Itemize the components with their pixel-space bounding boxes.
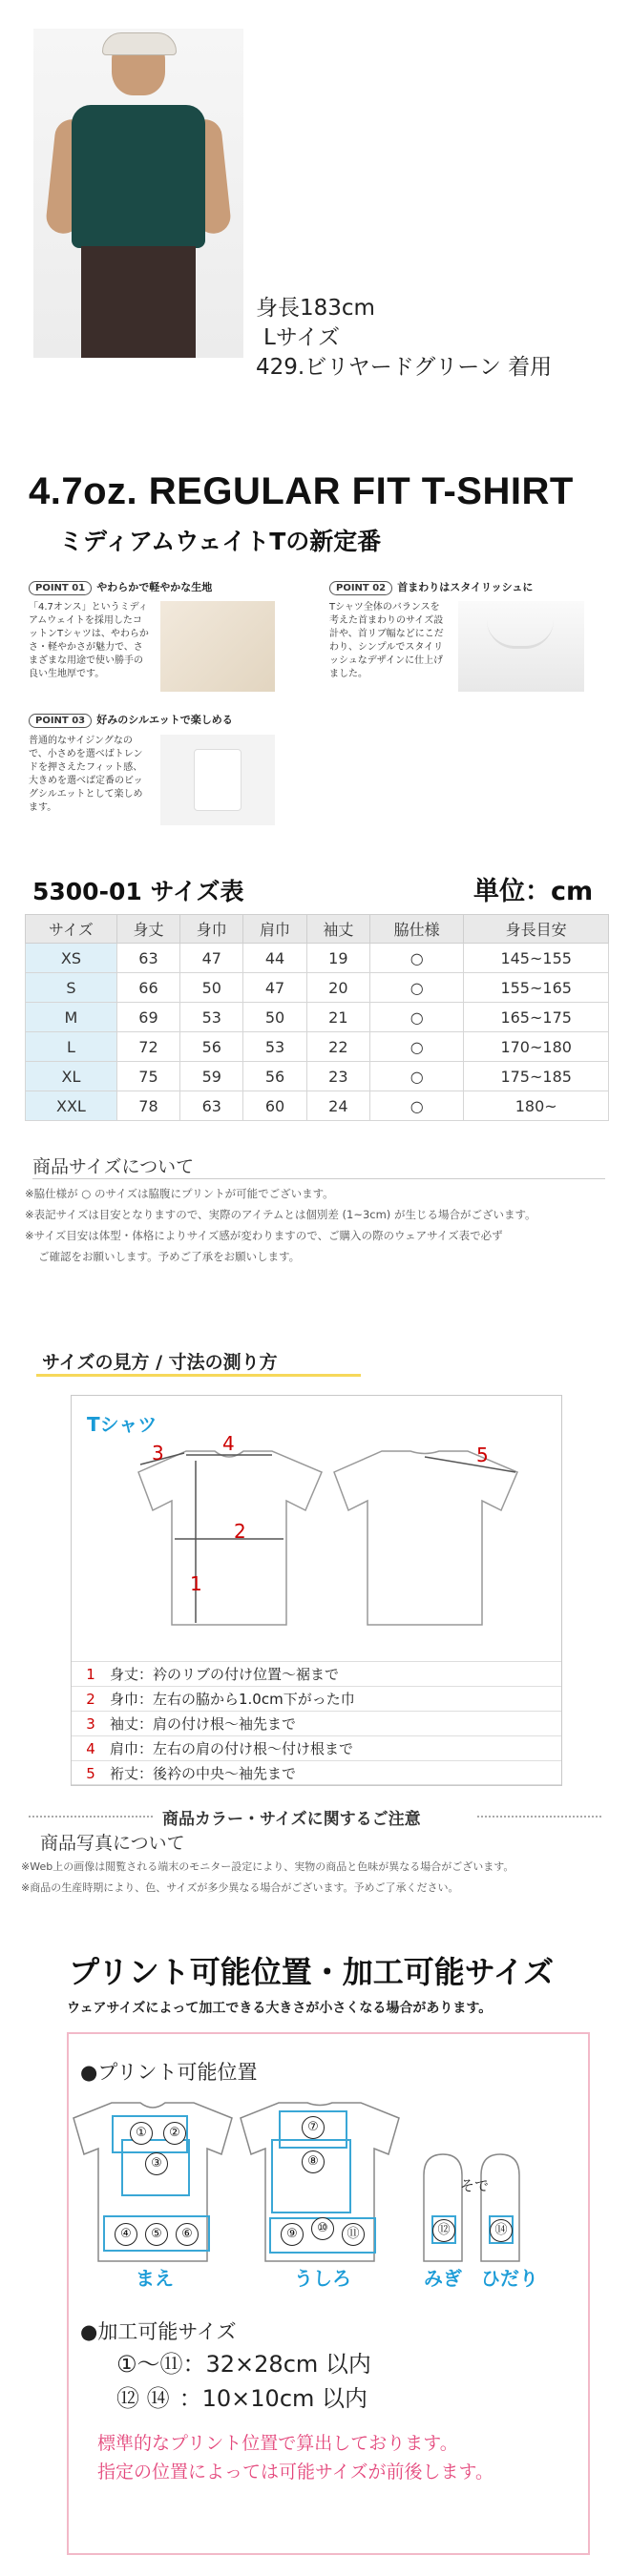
cell: L	[26, 1032, 117, 1062]
collar-image	[458, 601, 584, 692]
print-num: ⑩	[311, 2217, 334, 2240]
cell: 50	[243, 1003, 306, 1032]
mark-1: 1	[190, 1572, 202, 1595]
cell: 56	[243, 1062, 306, 1091]
product-title: 4.7oz. REGULAR FIT T-SHIRT	[29, 470, 574, 512]
silhouette-image	[160, 735, 275, 825]
point-badge: POINT 02	[329, 581, 392, 595]
print-num: ⑧	[302, 2150, 325, 2173]
right-sleeve-label: みぎ	[424, 2267, 462, 2290]
cell: ○	[369, 973, 463, 1003]
cell: XS	[26, 944, 117, 973]
print-size-row	[116, 2381, 371, 2416]
print-num: ④	[115, 2223, 137, 2246]
cell: ○	[369, 1003, 463, 1032]
cell: S	[26, 973, 117, 1003]
cell: 56	[180, 1032, 243, 1062]
table-row	[26, 1032, 609, 1062]
cell: 20	[306, 973, 369, 1003]
legend-text: 身巾：左右の脇から1.0cm下がった巾	[110, 1691, 355, 1708]
print-size-list	[116, 2347, 371, 2416]
cell: 180~	[464, 1091, 609, 1121]
point-text: Tシャツ全体のバランスを考えた首まわりのサイズ設計や、首リブ幅などにこだわり、シンプルでスタイリッシュなデザインに仕上げました。	[329, 602, 444, 679]
size-value: ：32×28cm 以内	[182, 2351, 371, 2378]
col-header: 身巾	[180, 915, 243, 944]
back-label: うしろ	[294, 2267, 351, 2290]
print-notes	[97, 2429, 494, 2486]
cell: 47	[243, 973, 306, 1003]
cell: 44	[243, 944, 306, 973]
cell: 23	[306, 1062, 369, 1091]
print-num: ⑭	[490, 2219, 513, 2242]
table-row	[26, 944, 609, 973]
cell: 63	[116, 944, 179, 973]
shirt-diagram-svg	[72, 1396, 563, 1653]
mark-4: 4	[222, 1432, 235, 1455]
size-value: ：10×10cm 以内	[178, 2385, 368, 2412]
print-title: プリント可能位置・加工可能サイズ	[69, 1954, 555, 1990]
model-photo	[33, 29, 243, 358]
title-underline	[36, 1374, 361, 1377]
point-badge: POINT 01	[29, 581, 92, 595]
legend-row	[72, 1760, 561, 1785]
cell: 170~180	[464, 1032, 609, 1062]
legend-num: 3	[86, 1715, 95, 1733]
print-num: ⑪	[342, 2223, 365, 2246]
col-header: 肩巾	[243, 915, 306, 944]
col-header: 身長目安	[464, 915, 609, 944]
print-num: ②	[163, 2122, 186, 2145]
divider	[32, 1178, 605, 1179]
divider	[477, 1816, 601, 1818]
cell: XXL	[26, 1091, 117, 1121]
print-num: ⑫	[432, 2219, 455, 2242]
print-num: ⑤	[145, 2223, 168, 2246]
model-size: Lサイズ	[263, 325, 340, 350]
caution-title: 商品カラー・サイズに関するご注意	[162, 1810, 421, 1829]
caution-heading: 商品写真について	[40, 1833, 185, 1854]
mark-3: 3	[152, 1442, 164, 1465]
point-01	[29, 576, 315, 595]
legend-text: 肩巾：左右の肩の付け根～付け根まで	[110, 1740, 354, 1757]
cell: 21	[306, 1003, 369, 1032]
cell: 59	[180, 1062, 243, 1091]
point-text: 普通的なサイジングなので、小さめを選べばトレンドを押さえたフィット感、大きめを選べば定番のビッグシルエットとして楽しめます。	[29, 736, 143, 813]
legend-row	[72, 1711, 561, 1735]
size-range: ⑫ ⑭	[116, 2385, 170, 2412]
legend-num: 1	[86, 1666, 95, 1683]
model-info	[256, 294, 552, 383]
table-header-row	[26, 915, 609, 944]
mark-5: 5	[476, 1444, 489, 1466]
cell: 78	[116, 1091, 179, 1121]
table-row	[26, 1062, 609, 1091]
print-num: ①	[130, 2122, 153, 2145]
point-heading: やわらかで軽やかな生地	[96, 581, 213, 593]
model-color: 429.ビリヤードグリーン 着用	[256, 355, 553, 380]
legend-num: 2	[86, 1691, 95, 1708]
col-header: 袖丈	[306, 915, 369, 944]
print-size-heading: ●加工可能サイズ	[80, 2320, 237, 2343]
size-table-unit: 単位：cm	[473, 877, 594, 906]
left-sleeve-label: ひだり	[481, 2267, 538, 2290]
note-line: ご確認をお願いします。予めご了承をお願いします。	[38, 1250, 301, 1263]
cell: 66	[116, 973, 179, 1003]
measure-diagram	[71, 1395, 562, 1786]
print-num: ⑦	[302, 2116, 325, 2139]
point-badge: POINT 03	[29, 714, 92, 728]
print-num: ⑥	[176, 2223, 199, 2246]
note-line: ※Web上の画像は閲覧される端末のモニター設定により、実物の商品と色味が異なる場合がございます。	[21, 1860, 514, 1873]
cell: M	[26, 1003, 117, 1032]
cell: 50	[180, 973, 243, 1003]
note-line: ※脇仕様が ○ のサイズは脇腹にプリントが可能でございます。	[25, 1187, 334, 1200]
cell: 53	[243, 1032, 306, 1062]
cell: 60	[243, 1091, 306, 1121]
legend-num: 5	[86, 1765, 95, 1782]
cell: 72	[116, 1032, 179, 1062]
measure-title: サイズの見方 / 寸法の測り方	[42, 1352, 278, 1373]
col-header: 身丈	[116, 915, 179, 944]
table-row	[26, 973, 609, 1003]
cell: 53	[180, 1003, 243, 1032]
size-table-title: 5300-01 サイズ表	[32, 878, 244, 905]
table-row	[26, 1003, 609, 1032]
point-03	[29, 709, 315, 728]
print-note: 指定の位置によっては可能サイズが前後します。	[97, 2462, 494, 2483]
cell: 69	[116, 1003, 179, 1032]
print-info-box	[67, 2032, 590, 2555]
point-02	[329, 576, 616, 595]
size-table	[25, 914, 609, 1121]
size-notes	[25, 1183, 617, 1267]
cell: 175~185	[464, 1062, 609, 1091]
print-position-heading: ●プリント可能位置	[80, 2061, 258, 2084]
cell: 47	[180, 944, 243, 973]
cell: 165~175	[464, 1003, 609, 1032]
cell: ○	[369, 1032, 463, 1062]
shirt-label: Tシャツ	[87, 1413, 158, 1436]
fabric-image	[160, 601, 275, 692]
print-note: 標準的なプリント位置で算出しております。	[97, 2433, 458, 2454]
cell: 19	[306, 944, 369, 973]
cell: ○	[369, 1091, 463, 1121]
mark-2: 2	[234, 1520, 246, 1543]
col-header: 脇仕様	[369, 915, 463, 944]
note-line: ※表記サイズは目安となりますので、実際のアイテムとは個別差 (1~3cm) が生じる場合がございます。	[25, 1208, 536, 1221]
note-line: ※商品の生産時期により、色、サイズが多少異なる場合がございます。予めご了承ください。	[21, 1881, 459, 1894]
legend-text: 裄丈：後衿の中央～袖先まで	[110, 1765, 297, 1782]
print-num: ⑨	[281, 2223, 304, 2246]
print-size-row	[116, 2347, 371, 2381]
point-heading: 好みのシルエットで楽しめる	[96, 714, 233, 726]
cell: 155~165	[464, 973, 609, 1003]
sleeve-label: そで	[460, 2177, 490, 2194]
cell: 22	[306, 1032, 369, 1062]
col-header: サイズ	[26, 915, 117, 944]
size-notes-heading: 商品サイズについて	[32, 1156, 195, 1177]
cell: 75	[116, 1062, 179, 1091]
divider	[29, 1816, 153, 1818]
legend-text: 身丈：衿のリブの付け位置～裾まで	[110, 1666, 340, 1683]
legend-row	[72, 1735, 561, 1760]
legend-row	[72, 1661, 561, 1686]
table-row	[26, 1091, 609, 1121]
size-range: ①～⑪	[116, 2351, 183, 2378]
legend-num: 4	[86, 1740, 95, 1757]
caution-notes	[21, 1857, 622, 1899]
cell: ○	[369, 1062, 463, 1091]
point-text: 「4.7オンス」というミディアムウェイトを採用したコットンTシャツは、やわらかさ・軽やかさが魅力で、さまざまな用途で使い勝手の良い生地厚です。	[29, 602, 149, 679]
legend-text: 袖丈：肩の付け根～袖先まで	[110, 1715, 297, 1733]
point-heading: 首まわりはスタイリッシュに	[397, 581, 534, 593]
cell: 24	[306, 1091, 369, 1121]
product-subtitle: ミディアムウェイトTの新定番	[59, 528, 382, 555]
cell: 63	[180, 1091, 243, 1121]
print-num: ③	[145, 2152, 168, 2175]
model-height: 身長183cm	[256, 296, 375, 321]
cell: 145~155	[464, 944, 609, 973]
cell: ○	[369, 944, 463, 973]
print-subtitle: ウェアサイズによって加工できる大きさが小さくなる場合があります。	[67, 2001, 493, 2016]
legend-row	[72, 1686, 561, 1711]
note-line: ※サイズ目安は体型・体格によりサイズ感が変わりますので、ご購入の際のウェアサイズ表で必ず	[25, 1229, 503, 1242]
front-label: まえ	[136, 2267, 174, 2290]
cell: XL	[26, 1062, 117, 1091]
